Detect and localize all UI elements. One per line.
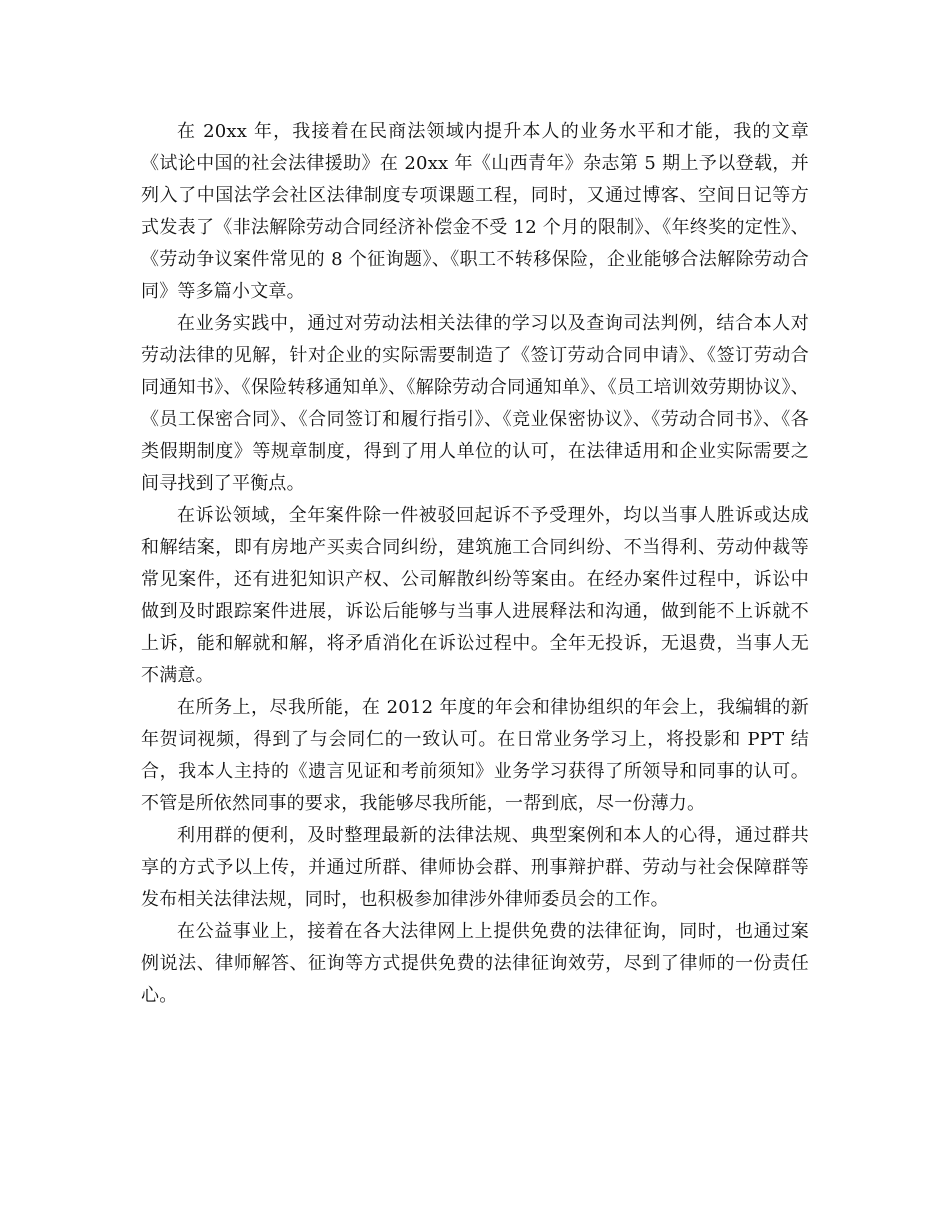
document-body	[141, 116, 809, 1012]
paragraph-group-sharing: 利用群的便利，及时整理最新的法律法规、典型案例和本人的心得，通过群共享的方式予以上传，并通过所群、律师协会群、刑事辩护群、劳动与社会保障群等发布相关法律法规，同时，也积极参加律涉外律师委员会的工作。	[141, 825, 809, 910]
paragraph-firm-affairs: 在所务上，尽我所能，在 2012 年度的年会和律协组织的年会上，我编辑的新年贺词视频，得到了与会同仁的一致认可。在日常业务学习上，将投影和 PPT 结合，我本人主持的《遗言见证和考前须知》业务学习获得了所领导和同事的认可。不管是所依然同事的要求，我能够尽我所能，一帮到底，尽一份薄力。	[141, 697, 809, 814]
paragraph-public-welfare: 在公益事业上，接着在各大法律网上上提供免费的法律征询，同时，也通过案例说法、律师解答、征询等方式提供免费的法律征询效劳，尽到了律师的一份责任心。	[141, 921, 809, 1006]
paragraph-litigation: 在诉讼领域，全年案件除一件被驳回起诉不予受理外，均以当事人胜诉或达成和解结案，即有房地产买卖合同纠纷，建筑施工合同纠纷、不当得利、劳动仲裁等常见案件，还有进犯知识产权、公司解散纠纷等案由。在经办案件过程中，诉讼中做到及时跟踪案件进展，诉讼后能够与当事人进展释法和沟通，做到能不上诉就不上诉，能和解就和解，将矛盾消化在诉讼过程中。全年无投诉，无退费，当事人无不满意。	[141, 505, 809, 686]
paragraph-business-practice: 在业务实践中，通过对劳动法相关法律的学习以及查询司法判例，结合本人对劳动法律的见解，针对企业的实际需要制造了《签订劳动合同申请》、《签订劳动合同通知书》、《保险转移通知单》、《解除劳动合同通知单》、《员工培训效劳期协议》、《员工保密合同》、《合同签订和履行指引》、《竞业保密协议》、《劳动合同书》、《各类假期制度》等规章制度，得到了用人单位的认可，在法律适用和企业实际需要之间寻找到了平衡点。	[141, 313, 809, 494]
paragraph-civil-commercial-law: 在 20xx 年，我接着在民商法领域内提升本人的业务水平和才能，我的文章《试论中国的社会法律援助》在 20xx 年《山西青年》杂志第 5 期上予以登载，并列入了中国法学会社区法律制度专项课题工程，同时，又通过博客、空间日记等方式发表了《非法解除劳动合同经济补偿金不受 12 个月的限制》、《年终奖的定性》、《劳动争议案件常见的 8 个征询题》、《职工不转移保险，企业能够合法解除劳动合同》等多篇小文章。	[141, 121, 809, 302]
